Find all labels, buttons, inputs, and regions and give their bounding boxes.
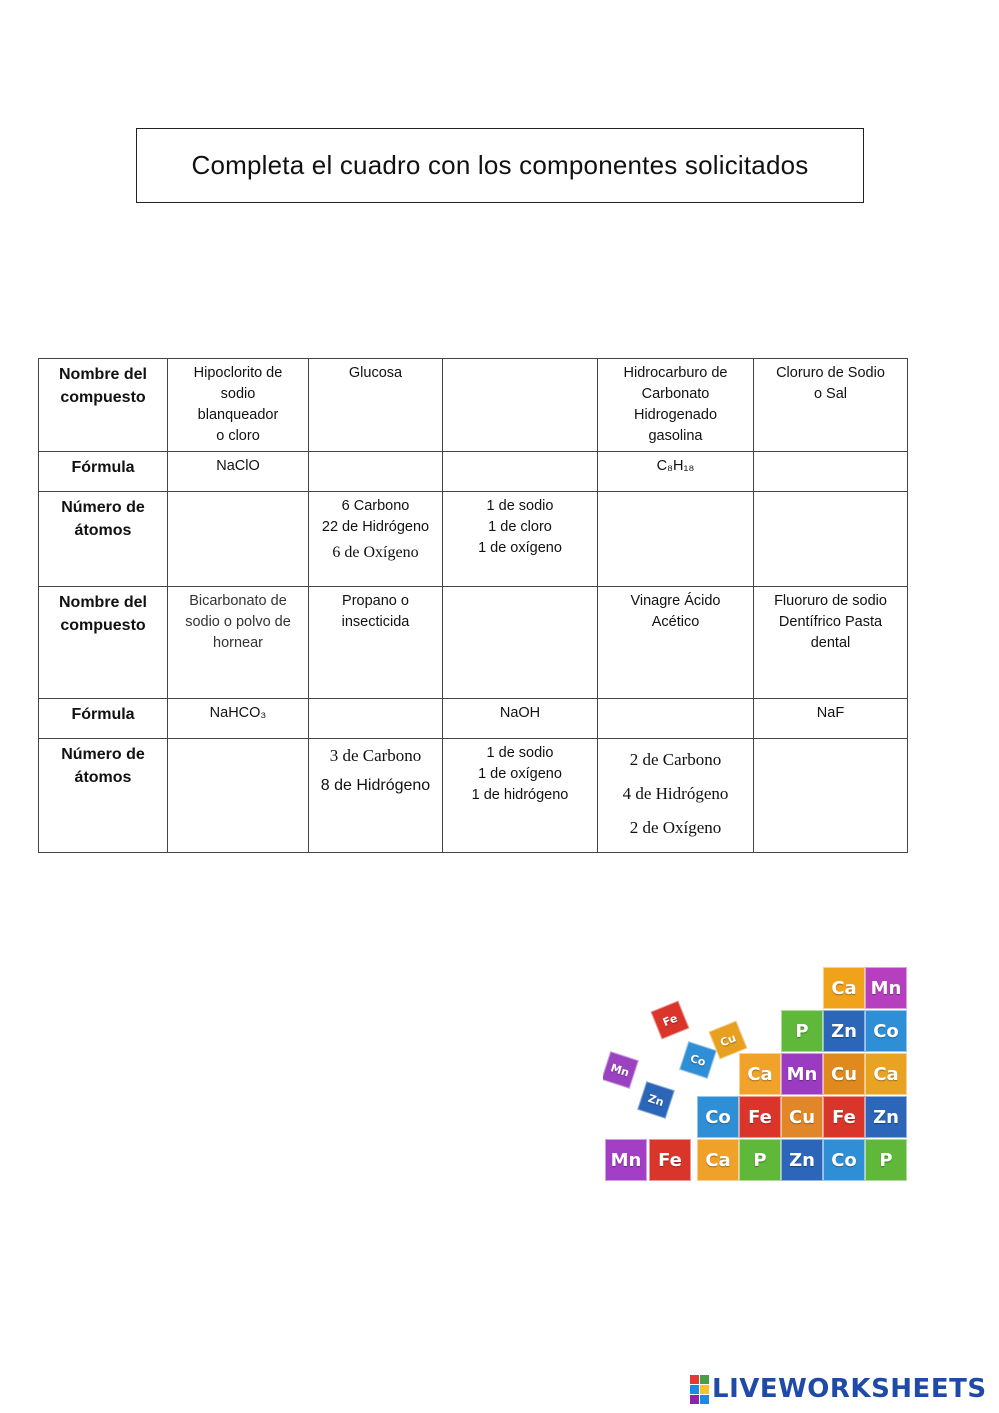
logo-square (690, 1395, 699, 1404)
worksheet-title: Completa el cuadro con los componentes solicitados (136, 128, 864, 203)
table-cell (168, 359, 309, 452)
logo-square (690, 1385, 699, 1394)
table-cell: NaOH (443, 699, 598, 739)
element-cube: Mn (603, 1051, 639, 1089)
table-row (39, 739, 908, 853)
table-cell (598, 587, 754, 699)
table-cell (309, 739, 443, 853)
element-cube: Zn (781, 1139, 823, 1181)
cell-line: Carbonato (641, 386, 710, 402)
element-cube: Ca (697, 1139, 739, 1181)
cell-line: 6 Carbono (341, 498, 410, 514)
element-cube: Co (823, 1139, 865, 1181)
cell-line: sodio (220, 386, 256, 402)
table-cell (309, 452, 443, 492)
table-cell (443, 739, 598, 853)
cell-line: Glucosa (348, 365, 403, 381)
element-cubes-image (603, 965, 909, 1185)
cell-line: Número de (61, 499, 145, 516)
table-cell (598, 739, 754, 853)
element-cube: Mn (865, 967, 907, 1009)
cell-line: 1 de oxígeno (478, 540, 562, 556)
element-cube: Fe (823, 1096, 865, 1138)
table-cell (754, 587, 908, 699)
cell-line: o Sal (813, 386, 848, 402)
liveworksheets-mark-icon (690, 1375, 709, 1404)
cell-line: Vinagre Ácido (630, 593, 721, 609)
table-cell: NaHCO₃ (168, 699, 309, 739)
table-cell (168, 492, 309, 587)
cell-line: blanqueador (197, 407, 279, 423)
row-header-formula: Fórmula (39, 699, 168, 739)
element-cube: Co (865, 1010, 907, 1052)
table-cell (598, 699, 754, 739)
cell-line: 2 de Carbono (629, 750, 722, 769)
element-cube: Co (679, 1041, 717, 1079)
table-cell (443, 492, 598, 587)
logo-square (700, 1385, 709, 1394)
table-cell (168, 587, 309, 699)
element-cube: Mn (605, 1139, 647, 1181)
cell-line: Bicarbonato de (189, 593, 287, 609)
table-cell (754, 492, 908, 587)
table-cell: C₈H₁₈ (598, 452, 754, 492)
cell-line: 1 de cloro (488, 519, 552, 535)
cell-line: 1 de oxígeno (478, 766, 562, 782)
cell-line: Dentífrico Pasta (778, 614, 883, 630)
row-header-formula: Fórmula (39, 452, 168, 492)
element-cube: Ca (865, 1053, 907, 1095)
table-cell (309, 359, 443, 452)
logo-square (690, 1375, 699, 1384)
compounds-table (38, 358, 908, 853)
element-cube: Fe (650, 1000, 689, 1039)
cell-line: 8 de Hidrógeno (320, 777, 431, 794)
logo-text: LIVEWORKSHEETS (712, 1374, 987, 1404)
liveworksheets-logo (690, 1372, 987, 1406)
table-row (39, 587, 908, 699)
table-cell (309, 492, 443, 587)
table-cell (168, 739, 309, 853)
table-cell: NaF (754, 699, 908, 739)
element-cube: Zn (823, 1010, 865, 1052)
cell-line: 1 de sodio (486, 745, 554, 761)
element-cube: Zn (865, 1096, 907, 1138)
element-cube: P (865, 1139, 907, 1181)
element-cube: Ca (739, 1053, 781, 1095)
cell-line: Hidrogenado (633, 407, 718, 423)
element-cube: Fe (739, 1096, 781, 1138)
table-cell (443, 359, 598, 452)
element-cube: Cu (781, 1096, 823, 1138)
table-cell (309, 699, 443, 739)
cell-line: 1 de hidrógeno (471, 787, 569, 803)
element-cube: Zn (637, 1081, 675, 1119)
cell-line: Fluoruro de sodio (774, 593, 887, 609)
element-cube: P (781, 1010, 823, 1052)
table-cell (598, 492, 754, 587)
cell-line: átomos (74, 769, 132, 786)
logo-square (700, 1395, 709, 1404)
row-header-atomos (39, 492, 168, 587)
row-header-atomos (39, 739, 168, 853)
cell-line: 1 de sodio (486, 498, 554, 514)
cell-line: compuesto (60, 389, 146, 406)
cell-line: Propano o (342, 593, 409, 609)
table-row (39, 492, 908, 587)
element-cube: Mn (781, 1053, 823, 1095)
table-cell (309, 587, 443, 699)
cell-line: Hidrocarburo de (623, 365, 728, 381)
cell-line: insecticida (341, 614, 410, 630)
cell-line: o cloro (216, 428, 260, 444)
cell-line: 22 de Hidrógeno (321, 519, 430, 535)
table-row (39, 699, 908, 739)
table-row (39, 359, 908, 452)
cell-line: 6 de Oxígeno (332, 544, 419, 561)
cell-line: 3 de Carbono (329, 746, 422, 765)
cell-line: Hipoclorito de (193, 365, 283, 381)
table-cell (754, 359, 908, 452)
cell-line: hornear (213, 635, 263, 651)
table-row (39, 452, 908, 492)
element-cube: Co (697, 1096, 739, 1138)
table-cell (754, 739, 908, 853)
row-header-nombre (39, 587, 168, 699)
table-cell (443, 452, 598, 492)
cell-line: compuesto (60, 617, 146, 634)
element-cube: P (739, 1139, 781, 1181)
table-cell (598, 359, 754, 452)
cell-line: Cloruro de Sodio (776, 365, 885, 381)
cell-line: dental (810, 635, 851, 651)
element-cube: Fe (649, 1139, 691, 1181)
element-cube: Cu (708, 1020, 747, 1059)
table-cell (754, 452, 908, 492)
cell-line: átomos (74, 522, 132, 539)
element-cube: Cu (823, 1053, 865, 1095)
cell-line: 4 de Hidrógeno (622, 784, 729, 803)
cell-line: 2 de Oxígeno (629, 818, 722, 837)
cell-line: Número de (61, 746, 145, 763)
element-cube: Ca (823, 967, 865, 1009)
logo-square (700, 1375, 709, 1384)
cell-line: sodio o polvo de (185, 614, 291, 630)
table-cell (443, 587, 598, 699)
cell-line: Acético (651, 614, 700, 630)
row-header-nombre (39, 359, 168, 452)
cell-line: Nombre del (58, 366, 147, 383)
table-cell: NaClO (168, 452, 309, 492)
cell-line: Nombre del (58, 594, 147, 611)
cell-line: gasolina (648, 428, 703, 444)
